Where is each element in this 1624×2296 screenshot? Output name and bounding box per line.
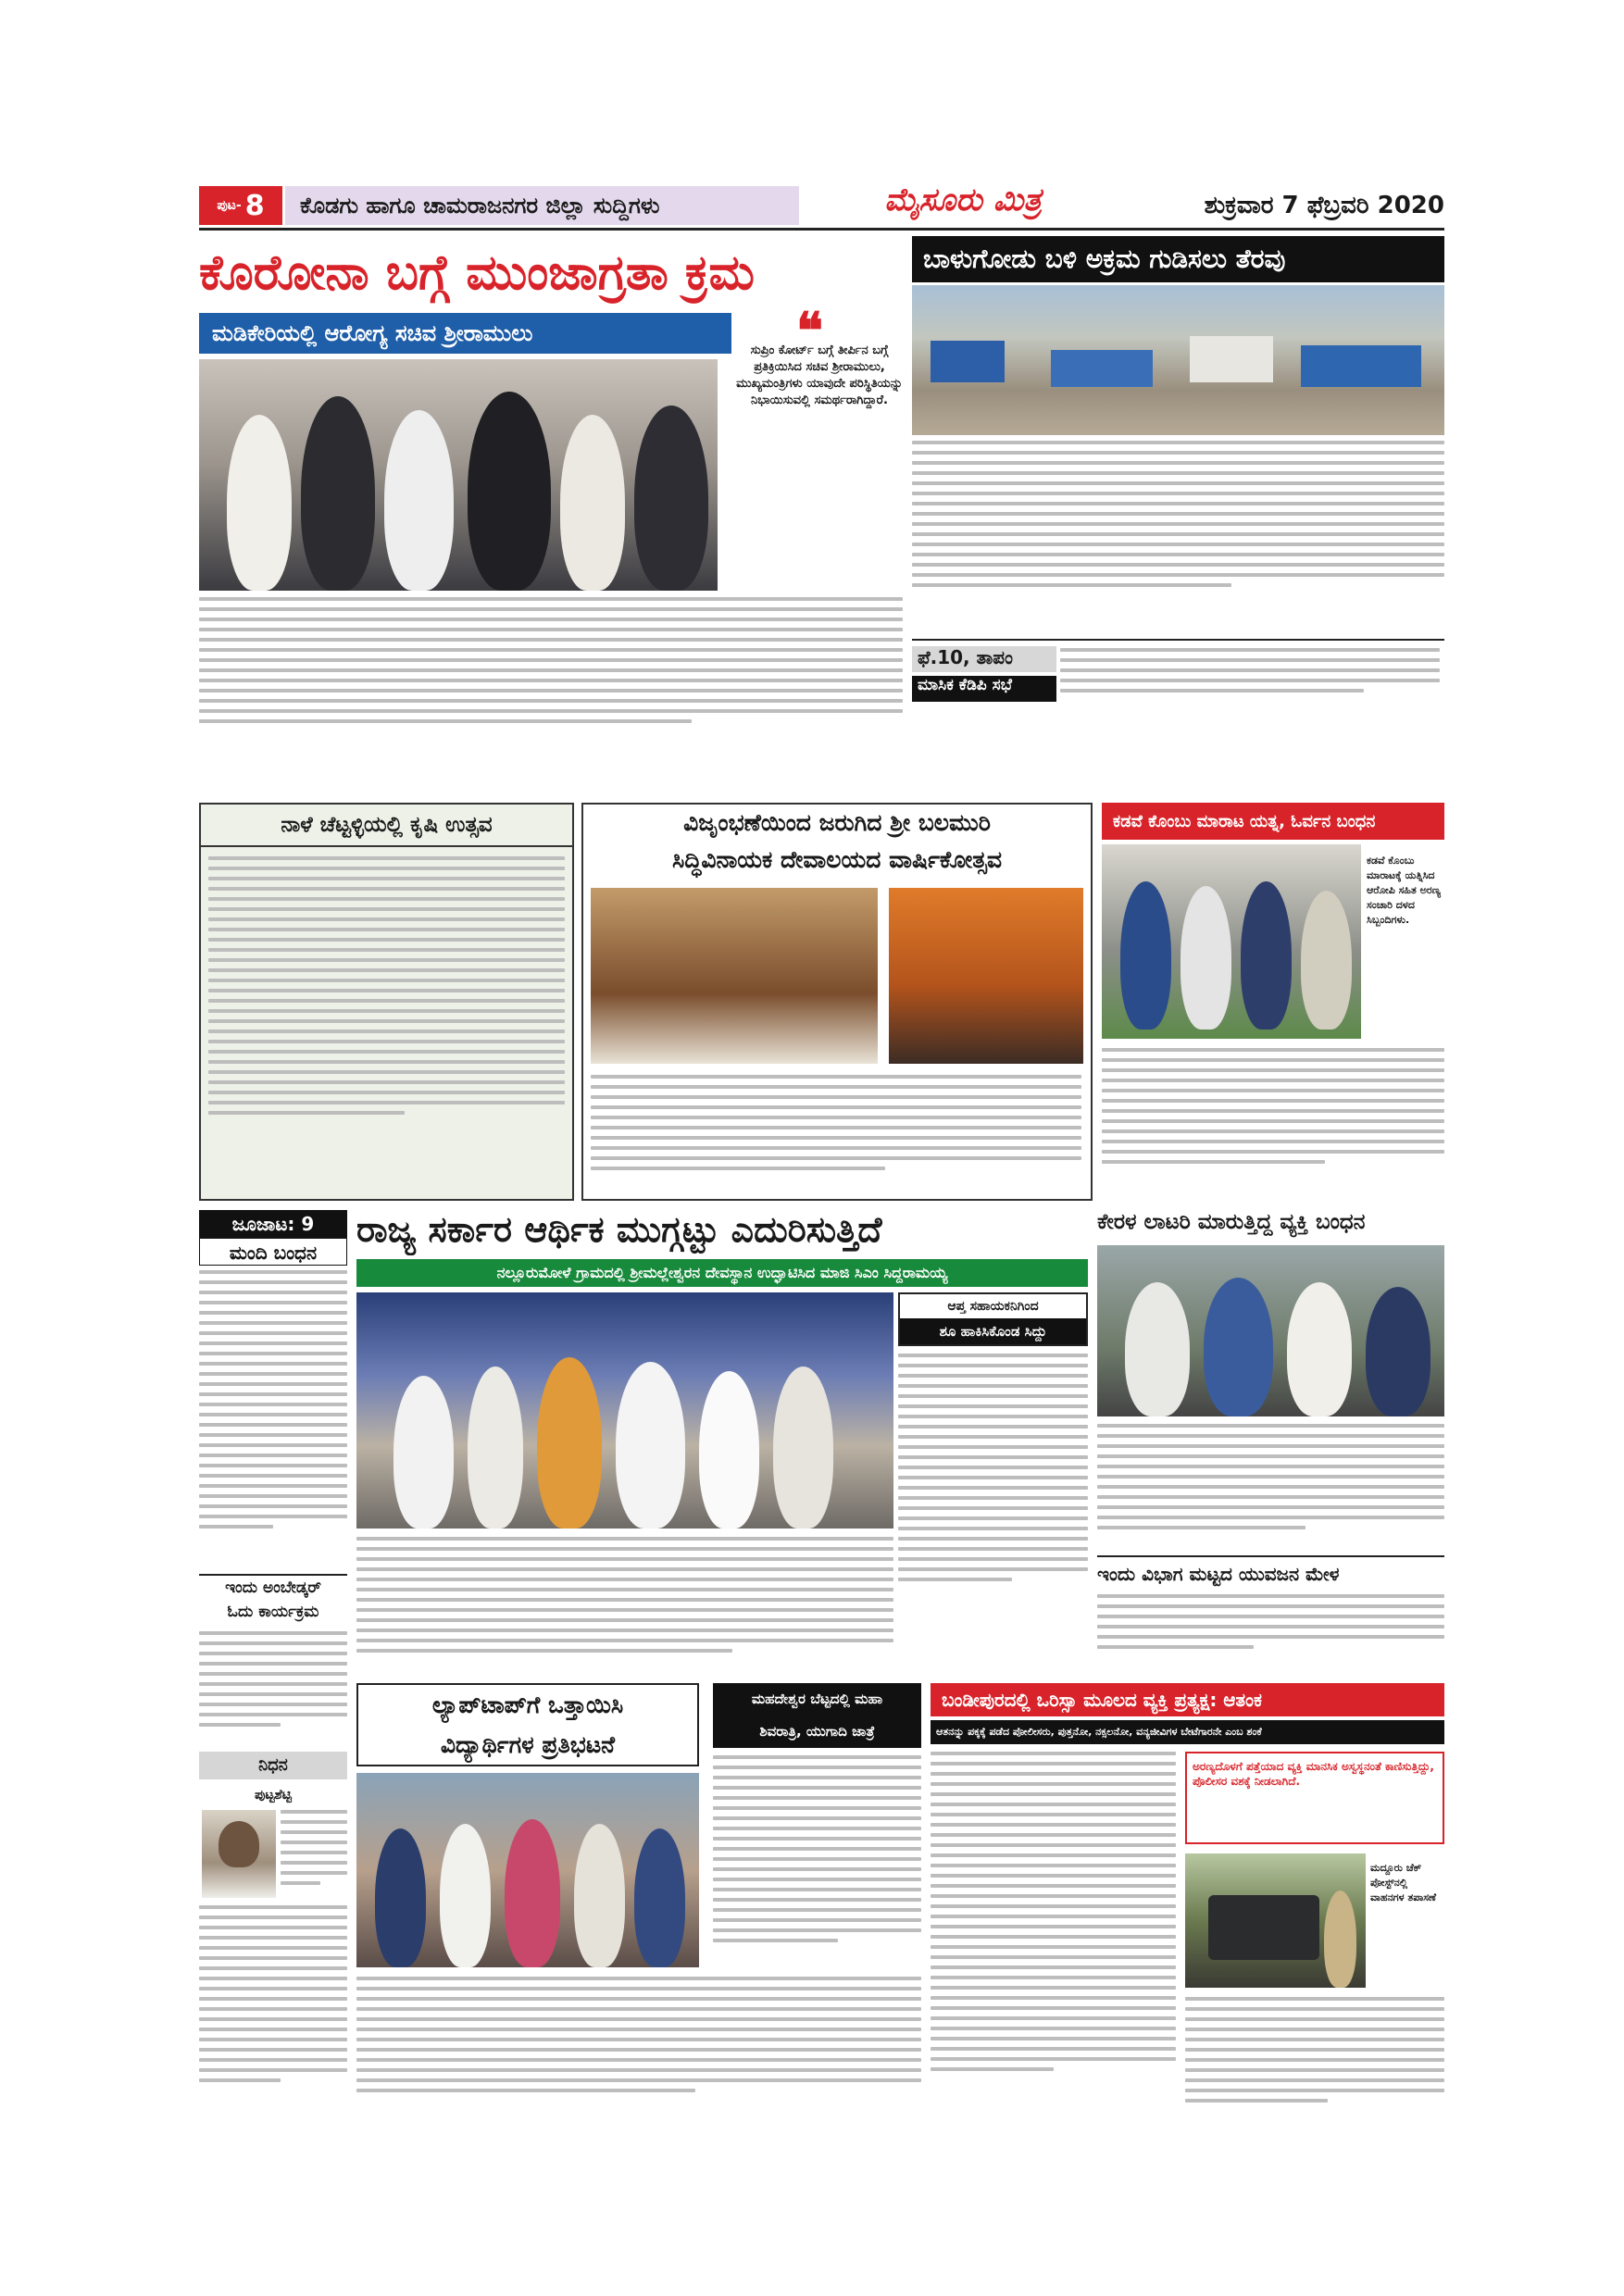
economy-side-title-box — [898, 1292, 1088, 1346]
ambedkar-body-text — [199, 1631, 347, 1742]
valampuri-box — [581, 803, 1093, 1201]
section-title: ಕೊಡಗು ಹಾಗೂ ಚಾಮರಾಜನಗರ ಜಿಲ್ಲಾ ಸುದ್ದಿಗಳು — [285, 186, 799, 225]
economy-side-subtitle: ಶೂ ಹಾಕಿಸಿಕೊಂಡ ಸಿದ್ದು — [900, 1318, 1086, 1344]
laptop-headline-line2: ವಿದ್ಯಾರ್ಥಿಗಳ ಪ್ರತಿಭಟನೆ — [440, 1731, 616, 1758]
balugodu-headline: ಬಾಳುಗೋಡು ಬಳಿ ಅಕ್ರಮ ಗುಡಿಸಲು ತೆರವು — [912, 236, 1444, 282]
corona-press-photo — [199, 359, 718, 591]
gambling-title-line1: ಜೂಜಾಟ: 9 — [231, 1213, 315, 1235]
dateline: ಶುಕ್ರವಾರ 7 ಫೆಬ್ರವರಿ 2020 — [1204, 191, 1444, 219]
obituary-body-text — [281, 1810, 347, 1898]
arrest-headline: ಕಡವೆ ಕೊಂಬು ಮಾರಾಟ ಯತ್ನ, ಓರ್ವನ ಬಂಧನ — [1102, 803, 1444, 840]
valampuri-photo-1 — [591, 888, 878, 1064]
obituary-body-text-2 — [199, 1905, 347, 2118]
corona-pull-quote: ಸುಪ್ರಿಂ ಕೋರ್ಟ್ ಬಗ್ಗೆ ತೀರ್ಪಿನ ಬಗ್ಗೆ ಪ್ರತಿಕ್ರಿಯಿಸಿದ ಸಚಿವ ಶ್ರೀರಾಮುಲು, ಮುಖ್ಯಮಂತ್ರಿಗಳು ಯಾವುದೇ ಪರಿಸ್ಥಿತಿಯನ್ನು ನಿಭಾಯಿಸುವಲ್ಲಿ ಸಮರ್ಥರಾಗಿದ್ದಾರೆ. — [736, 343, 903, 407]
economy-headline: ರಾಜ್ಯ ಸರ್ಕಾರ ಆರ್ಥಿಕ ಮುಗ್ಗಟ್ಟು ಎದುರಿಸುತ್ತಿದೆ — [356, 1209, 882, 1250]
header-rule — [199, 228, 1444, 231]
page-number-badge — [199, 186, 282, 225]
valampuri-headline-line2: ಸಿದ್ಧಿವಿನಾಯಕ ದೇವಾಲಯದ ವಾರ್ಷಿಕೋತ್ಸವ — [671, 846, 1002, 873]
valampuri-headline-line1: ವಿಜೃಂಭಣೆಯಿಂದ ಜರುಗಿದ ಶ್ರೀ ಬಲಮುರಿ — [683, 809, 991, 836]
economy-body-text — [356, 1537, 893, 1676]
kdp-notice-subtitle: ಮಾಸಿಕ ಕೆಡಿಪಿ ಸಭೆ — [912, 676, 1056, 702]
economy-side-title: ಆಪ್ತ ಸಹಾಯಕನಿಗಿಂದ — [947, 1299, 1039, 1314]
odisha-headline: ಬಂಡೀಪುರದಲ್ಲಿ ಒರಿಸ್ಸಾ ಮೂಲದ ವ್ಯಕ್ತಿ ಪ್ರತ್ಯಕ್ಷ: ಆತಂಕ — [931, 1683, 1444, 1716]
shivaratri-body-text — [713, 1755, 921, 1968]
economy-photo — [356, 1292, 893, 1529]
krishi-headline: ನಾಳೆ ಚೆಟ್ಟಳ್ಳಿಯಲ್ಲಿ ಕೃಷಿ ಉತ್ಸವ — [201, 805, 572, 847]
shivaratri-headline-box — [713, 1683, 921, 1748]
balugodu-photo — [912, 285, 1444, 435]
ambedkar-title-line1: ಇಂದು ಅಂಬೇಡ್ಕರ್ — [225, 1578, 321, 1597]
odisha-body-left — [931, 1752, 1176, 2117]
kdp-notice-title: ಫೆ.10, ತಾಪಂ — [912, 646, 1056, 672]
laptop-body-text — [356, 1977, 921, 2120]
gambling-body-text — [199, 1270, 347, 1566]
quote-mark-icon: ❝ — [796, 301, 824, 360]
page-number: 8 — [244, 189, 265, 222]
odisha-photo-caption: ಮದ್ದೂರು ಚೆಕ್ ಪೋಸ್ಟ್‌ನಲ್ಲಿ ವಾಹನಗಳ ತಪಾಸಣೆ — [1370, 1862, 1437, 1903]
arrest-body-text — [1102, 1048, 1444, 1201]
ambedkar-title-line2: ಓದು ಕಾರ್ಯಕ್ರಮ — [227, 1603, 319, 1621]
economy-side-text — [898, 1354, 1088, 1622]
kdp-notice-box — [912, 639, 1444, 705]
laptop-photo — [356, 1773, 699, 1967]
odisha-photo — [1185, 1853, 1366, 1988]
corona-subhead: ಮಡಿಕೇರಿಯಲ್ಲಿ ಆರೋಗ್ಯ ಸಚಿವ ಶ್ರೀರಾಮುಲು — [199, 313, 731, 354]
laptop-headline-line1: ಲ್ಯಾಪ್‌ಟಾಪ್‌ಗೆ ಒತ್ತಾಯಿಸಿ — [431, 1691, 624, 1718]
youth-headline: ಇಂದು ವಿಭಾಗ ಮಟ್ಟದ ಯುವಜನ ಮೇಳ — [1097, 1555, 1444, 1589]
krishi-box — [199, 803, 574, 1201]
arrest-caption: ಕಡವೆ ಕೊಂಬು ಮಾರಾಟಕ್ಕೆ ಯತ್ನಿಸಿದ ಆರೋಪಿ ಸಹಿತ ಅರಣ್ಯ ಸಂಚಾರಿ ದಳದ ಸಿಬ್ಬಂದಿಗಳು. — [1367, 855, 1442, 926]
gambling-title-box — [199, 1210, 347, 1266]
arrest-photo — [1102, 844, 1361, 1039]
lottery-headline: ಕೇರಳ ಲಾಟರಿ ಮಾರುತ್ತಿದ್ದ ವ್ಯಕ್ತಿ ಬಂಧನ — [1097, 1210, 1366, 1234]
obituary-section: ನಿಧನ — [199, 1752, 347, 1779]
youth-body-text — [1097, 1594, 1444, 1674]
lottery-body-text — [1097, 1424, 1444, 1544]
economy-subhead: ನಲ್ಲೂರುಮೋಳೆ ಗ್ರಾಮದಲ್ಲಿ ಶ್ರೀಮಲ್ಲೇಶ್ವರನ ದೇವಸ್ಥಾನ ಉದ್ಘಾಟಿಸಿದ ಮಾಜಿ ಸಿಎಂ ಸಿದ್ದರಾಮಯ್ಯ — [356, 1259, 1088, 1287]
obituary-portrait — [202, 1810, 276, 1898]
balugodu-body-text — [912, 441, 1444, 630]
laptop-headline-box — [356, 1683, 699, 1766]
odisha-quote-text: ಅರಣ್ಯದೊಳಗೆ ಪತ್ತೆಯಾದ ವ್ಯಕ್ತಿ ಮಾನಸಿಕ ಅಸ್ವಸ್ಥನಂತೆ ಕಾಣಿಸುತ್ತಿದ್ದು, ಪೊಲೀಸರ ವಶಕ್ಕೆ ನೀಡಲಾಗಿದೆ. — [1193, 1760, 1434, 1788]
shivaratri-headline-line1: ಮಹದೇಶ್ವರ ಬೆಟ್ಟದಲ್ಲಿ ಮಹಾ — [751, 1691, 883, 1707]
masthead-logo: ಮೈಸೂರು ಮಿತ್ರ — [884, 181, 1042, 218]
shivaratri-headline-line2: ಶಿವರಾತ್ರಿ, ಯುಗಾದಿ ಜಾತ್ರೆ — [759, 1723, 875, 1740]
ambedkar-title — [199, 1574, 347, 1626]
lottery-photo — [1097, 1245, 1444, 1416]
odisha-body-right — [1185, 1997, 1444, 2117]
valampuri-photo-2 — [889, 888, 1083, 1064]
odisha-pull-quote — [1185, 1752, 1444, 1844]
odisha-subhead: ಆತನನ್ನು ಪಕ್ಕಕ್ಕೆ ಪಡೆದ ಪೋಲೀಸರು, ಪುತ್ತನೋ, ನಕ್ಸಲನೋ, ವನ್ಯಜೀವಿಗಳ ಬೇಟೆಗಾರನೇ ಎಂಬ ಶಂಕೆ — [931, 1720, 1444, 1744]
obituary-name: ಪುಟ್ಟಶೆಟ್ಟಿ — [255, 1788, 292, 1803]
page-label: ಪುಟ- — [217, 198, 242, 213]
gambling-title-line2: ಮಂದಿ ಬಂಧನ — [199, 1238, 347, 1266]
corona-body-text — [199, 597, 903, 768]
corona-headline: ಕೊರೋನಾ ಬಗ್ಗೆ ಮುಂಜಾಗ್ರತಾ ಕ್ರಮ — [199, 245, 755, 301]
